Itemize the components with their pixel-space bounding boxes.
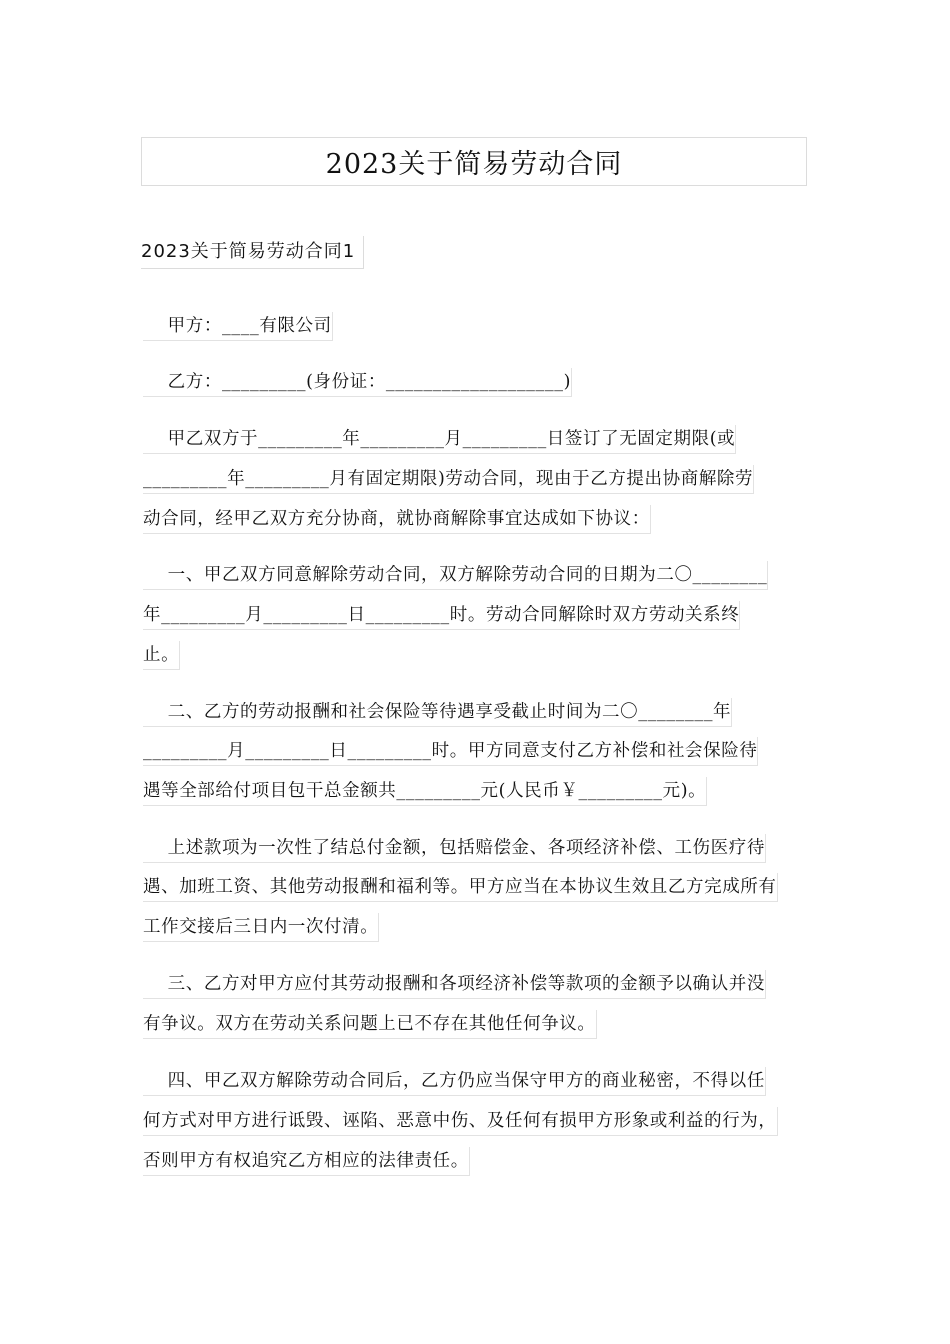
clause-4-line-3: 否则甲方有权追究乙方相应的法律责任。 (143, 1147, 470, 1176)
preamble-line-2: _________年_________月有固定期限)劳动合同，现由于乙方提出协商解除劳 (143, 465, 754, 494)
section-title: 2023关于简易劳动合同1 (141, 236, 364, 269)
payment-line-2: 遇、加班工资、其他劳动报酬和福利等。甲方应当在本协议生效且乙方完成所有 (143, 873, 778, 902)
document-title: 2023关于简易劳动合同 (141, 137, 807, 186)
preamble-line-3: 动合同，经甲乙双方充分协商，就协商解除事宜达成如下协议： (143, 505, 651, 534)
clause-2-line-1: 二、乙方的劳动报酬和社会保险等待遇享受截止时间为二〇________年 (143, 698, 732, 727)
clause-1-line-2: 年_________月_________日_________时。劳动合同解除时双方劳动关系终 (143, 601, 740, 630)
party-b-line: 乙方：_________(身份证：___________________) (143, 368, 572, 397)
preamble-line-1: 甲乙双方于_________年_________月_________日签订了无固定期限(或 (143, 425, 736, 454)
clause-1-line-3: 止。 (143, 641, 180, 670)
clause-2-line-3: 遇等全部给付项目包干总金额共_________元(人民币￥_________元)。 (143, 777, 707, 806)
party-a-line: 甲方：____有限公司 (143, 312, 333, 341)
clause-1-line-1: 一、甲乙双方同意解除劳动合同，双方解除劳动合同的日期为二〇________ (143, 561, 768, 590)
clause-4-line-1: 四、甲乙双方解除劳动合同后，乙方仍应当保守甲方的商业秘密，不得以任 (143, 1067, 766, 1096)
clause-2-line-2: _________月_________日_________时。甲方同意支付乙方补偿和社会保险待 (143, 737, 758, 766)
clause-3-line-1: 三、乙方对甲方应付其劳动报酬和各项经济补偿等款项的金额予以确认并没 (143, 970, 766, 999)
payment-line-1: 上述款项为一次性了结总付金额，包括赔偿金、各项经济补偿、工伤医疗待 (143, 834, 766, 863)
clause-4-line-2: 何方式对甲方进行诋毁、诬陷、恶意中伤、及任何有损甲方形象或利益的行为， (143, 1107, 778, 1136)
payment-line-3: 工作交接后三日内一次付清。 (143, 913, 379, 942)
clause-3-line-2: 有争议。双方在劳动关系问题上已不存在其他任何争议。 (143, 1010, 597, 1039)
